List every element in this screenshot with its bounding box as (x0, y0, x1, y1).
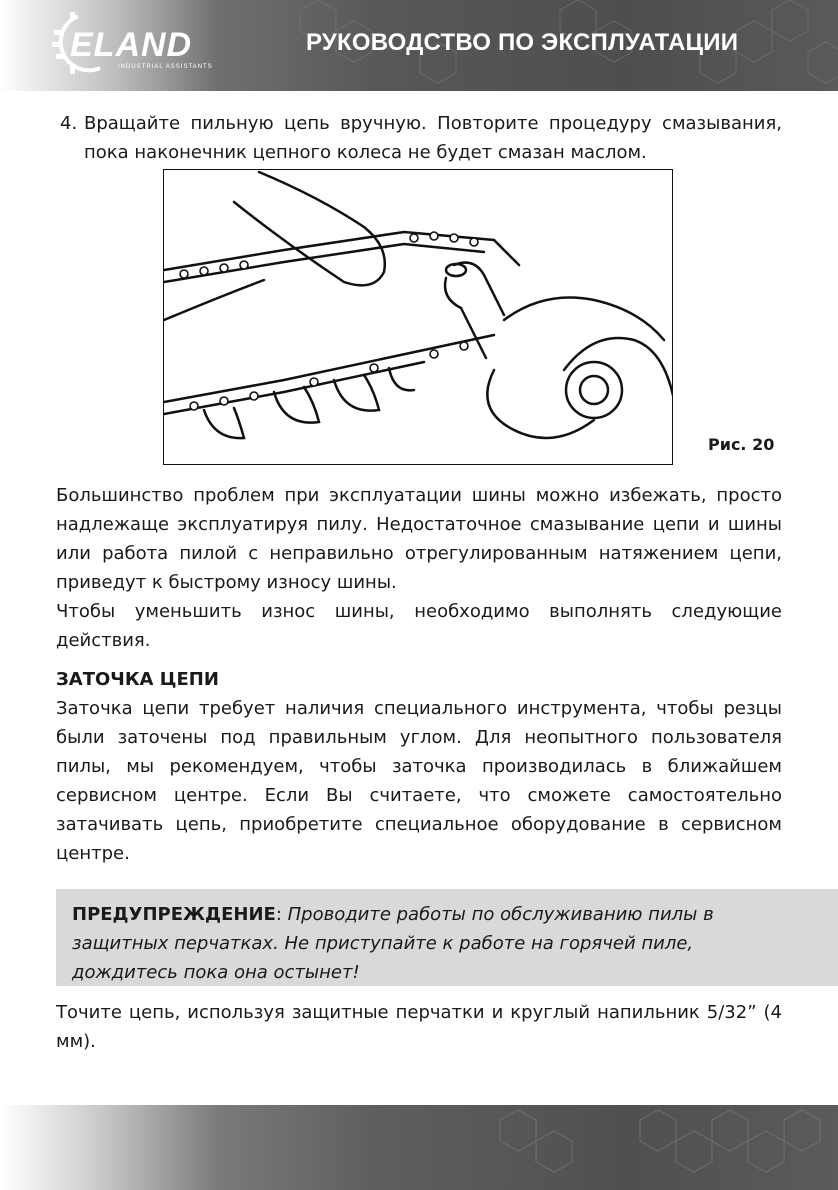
chainsaw-bar-drawing (164, 170, 673, 465)
figure-caption: Рис. 20 (708, 435, 775, 454)
warning-content (72, 900, 772, 987)
final-block (56, 998, 782, 1056)
logo-tagline: INDUSTRIAL ASSISTANTS (118, 64, 213, 70)
main-content (56, 109, 782, 868)
paragraph-wear-reduction: Чтобы уменьшить износ шины, необходимо выполнять следующие действия. (56, 601, 782, 651)
figure-block (56, 169, 782, 481)
eland-logo (48, 8, 268, 78)
step-4 (56, 109, 782, 167)
section-heading: ЗАТОЧКА ЦЕПИ (56, 669, 219, 690)
section-text: Заточка цепи требует наличия специального инструмента, чтобы резцы были заточены под правильным углом. Для неопытного пользователя пилы, мы рекомендуем, чтобы заточка производилась в ближайшем сервисном центре. Если Вы считаете, что сможете самостоятельно затачивать цепь, приобретите специальное оборудование в сервисном центре. (56, 698, 782, 864)
logo-wordmark: ELAND (70, 26, 193, 64)
paragraph-bar-wear: Большинство проблем при эксплуатации шины можно избежать, просто надлежаще эксплуатируя пилу. Недостаточное смазывание цепи и шины или работа пилой с неправильно отрегулированным натяжением цепи, приведут к быстрому износу шины. (56, 485, 782, 593)
warning-body: Проводите работы по обслуживанию пилы в защитных перчатках. Не приступайте к работе на горячей пиле, дождитесь пока она остынет! (72, 904, 714, 983)
warning-box (56, 889, 838, 986)
chain-lubrication-illustration (163, 169, 673, 465)
warning-title: ПРЕДУПРЕЖДЕНИЕ (72, 904, 276, 925)
page-footer (0, 1105, 838, 1190)
header-title: РУКОВОДСТВО ПО ЭКСПЛУАТАЦИИ (306, 29, 739, 56)
step-text: Вращайте пильную цепь вручную. Повторите процедуру смазывания, пока наконечник цепного колеса не будет смазан маслом. (84, 113, 782, 163)
warning-separator: : (275, 904, 288, 925)
page-header (0, 0, 838, 91)
paragraph-file-size: Точите цепь, используя защитные перчатки и круглый напильник 5/32” (4 мм). (56, 1002, 782, 1052)
footer-hex-pattern (0, 1105, 838, 1190)
step-number: 4. (60, 113, 78, 134)
